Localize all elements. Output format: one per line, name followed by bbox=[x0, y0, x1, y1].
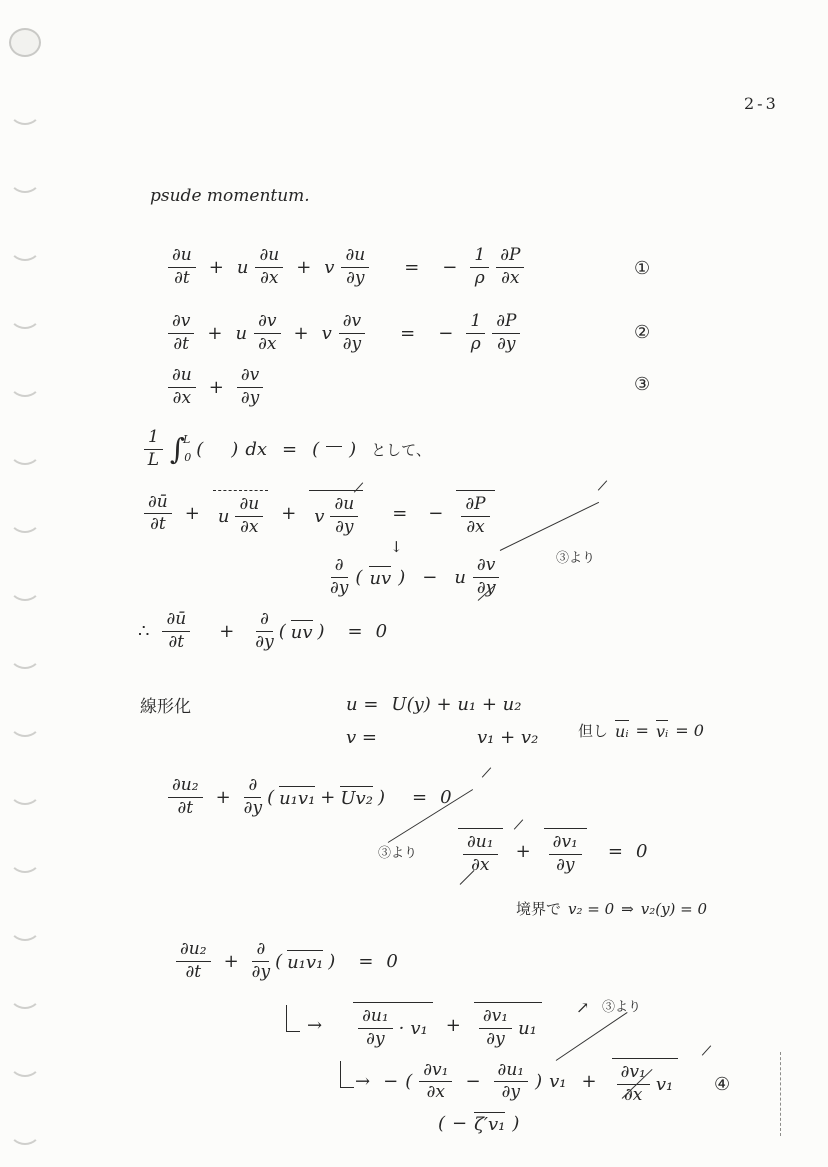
averaged-term bbox=[458, 828, 503, 875]
stray-dashed-line bbox=[780, 1052, 781, 1136]
denominator: ∂t bbox=[174, 267, 190, 288]
fraction bbox=[463, 833, 498, 875]
right-paren: ) bbox=[398, 566, 406, 588]
plus-sign: + bbox=[320, 786, 336, 808]
numerator: ∂v₁ bbox=[617, 1063, 650, 1085]
coefficient-u: u bbox=[217, 505, 230, 527]
left-paren: ( bbox=[275, 950, 283, 972]
numerator: ∂ bbox=[252, 940, 269, 962]
equals-sign: = bbox=[392, 503, 408, 525]
equals-sign: = bbox=[347, 620, 363, 642]
u-lhs: u = bbox=[346, 694, 379, 715]
fraction bbox=[168, 246, 196, 288]
term bbox=[252, 940, 336, 982]
right-paren: ) bbox=[317, 620, 325, 642]
equals-sign: = bbox=[282, 438, 298, 460]
term bbox=[244, 776, 385, 818]
minus-sign: − bbox=[438, 322, 454, 344]
overlined-vi: vᵢ bbox=[655, 722, 669, 741]
minus-sign: − bbox=[465, 1071, 481, 1093]
numerator: ∂ bbox=[256, 610, 273, 632]
zero-tick-icon bbox=[482, 767, 491, 777]
vorticity-note bbox=[438, 1112, 519, 1135]
equation-number-3: ③ bbox=[634, 374, 651, 395]
zero: 0 bbox=[635, 841, 648, 863]
coefficient-v: v bbox=[314, 505, 325, 527]
numerator: ∂P bbox=[492, 312, 520, 334]
numerator: ∂u₁ bbox=[463, 833, 498, 855]
right-paren: ) bbox=[377, 786, 385, 808]
numerator: ∂v bbox=[473, 556, 499, 578]
equals-zero: = 0 bbox=[675, 721, 704, 740]
fraction bbox=[252, 940, 270, 982]
zero: 0 bbox=[375, 620, 388, 642]
plus-sign: + bbox=[215, 786, 231, 808]
denominator: ∂x bbox=[172, 387, 192, 408]
numerator: ∂u bbox=[168, 366, 196, 388]
equation-number-1: ① bbox=[634, 258, 651, 279]
plus-sign: + bbox=[515, 841, 531, 863]
equals-sign: = bbox=[358, 950, 374, 972]
fraction bbox=[341, 246, 369, 288]
v1-factor: v₁ bbox=[655, 1073, 674, 1095]
fraction bbox=[176, 940, 211, 982]
equation-product-rule bbox=[286, 1002, 542, 1049]
zero-slash-icon bbox=[556, 1012, 628, 1061]
fraction bbox=[466, 312, 485, 354]
numerator: ∂u bbox=[168, 246, 196, 268]
numerator: ∂v₁ bbox=[419, 1061, 452, 1083]
fraction bbox=[358, 1007, 393, 1049]
up-right-arrow-icon: ↗ bbox=[576, 998, 590, 1017]
averaged-term bbox=[353, 1002, 433, 1049]
minus-sign: − bbox=[452, 1113, 468, 1134]
binding-hole bbox=[9, 1116, 41, 1145]
numerator: ∂ū bbox=[162, 610, 190, 632]
linearization-heading: 線形化 bbox=[140, 697, 191, 717]
denominator: ∂y bbox=[255, 631, 274, 652]
fraction bbox=[168, 312, 194, 354]
binding-hole bbox=[9, 436, 41, 465]
equation-1 bbox=[168, 246, 524, 288]
equals-sign: = bbox=[411, 786, 428, 808]
denominator: ∂y bbox=[346, 267, 365, 288]
fraction bbox=[461, 495, 489, 537]
left-paren: ( bbox=[278, 620, 286, 642]
condition-note bbox=[578, 720, 704, 741]
left-paren: ( bbox=[196, 438, 204, 460]
fraction bbox=[168, 366, 196, 408]
fraction bbox=[339, 312, 365, 354]
v1-factor: v₁ bbox=[410, 1017, 428, 1039]
minus-sign: − bbox=[383, 1071, 399, 1093]
denominator: ∂y bbox=[501, 1082, 521, 1103]
coefficient-v: v bbox=[321, 322, 332, 344]
overlined-uv: uv bbox=[369, 567, 392, 589]
fraction bbox=[330, 556, 348, 598]
numerator: ∂ bbox=[331, 556, 348, 578]
fraction bbox=[419, 1061, 452, 1103]
denominator: ∂t bbox=[173, 333, 190, 354]
overlined-zeta-v1: ζ′v₁ bbox=[474, 1114, 506, 1135]
binding-hole bbox=[9, 980, 41, 1009]
equals-sign: = bbox=[400, 322, 416, 344]
overlined-u1v1: u₁v₁ bbox=[287, 951, 324, 973]
right-paren: ) bbox=[231, 438, 239, 460]
numerator: ∂v bbox=[237, 366, 263, 388]
japanese-toshite: として、 bbox=[371, 440, 431, 459]
u-rhs: U(y) + u₁ + u₂ bbox=[391, 694, 522, 715]
denominator: ∂x bbox=[426, 1082, 446, 1103]
equation-u2-reduced bbox=[176, 940, 398, 982]
right-paren: ) bbox=[535, 1071, 543, 1093]
binding-hole bbox=[9, 572, 41, 601]
numerator: ∂v₁ bbox=[549, 833, 582, 855]
elbow-connector-icon bbox=[340, 1061, 354, 1088]
boundary-condition bbox=[516, 898, 707, 919]
equation-u2 bbox=[168, 776, 452, 818]
averaged-term bbox=[309, 490, 363, 537]
denominator: ∂y bbox=[240, 387, 260, 408]
denominator: ∂t bbox=[185, 961, 202, 982]
numerator: ∂u₁ bbox=[358, 1007, 393, 1029]
equation-averaged bbox=[144, 490, 495, 537]
equation-number-4: ④ bbox=[714, 1074, 731, 1095]
binding-hole bbox=[9, 368, 41, 397]
equals-sign: = bbox=[607, 841, 623, 863]
fraction bbox=[144, 493, 172, 535]
term bbox=[255, 610, 324, 652]
v2-equals-zero: v₂ = 0 bbox=[568, 899, 615, 918]
equation-2 bbox=[168, 312, 520, 354]
decomposition-v bbox=[346, 727, 538, 748]
fraction bbox=[494, 1061, 529, 1103]
binding-hole bbox=[9, 232, 41, 261]
page-title: psude momentum. bbox=[150, 186, 310, 206]
averaged-term bbox=[456, 490, 494, 537]
plus-sign: + bbox=[445, 1015, 461, 1037]
left-paren: ( bbox=[438, 1113, 446, 1134]
integral-sign: ∫ bbox=[169, 431, 185, 466]
denominator: L bbox=[147, 449, 160, 470]
denominator: ∂x bbox=[258, 333, 277, 354]
fraction bbox=[255, 610, 273, 652]
term bbox=[236, 312, 281, 354]
linearization-label bbox=[140, 692, 191, 717]
overlined-u1v1: u₁v₁ bbox=[279, 787, 316, 809]
equals-sign: = bbox=[404, 256, 420, 278]
numerator: ∂v bbox=[168, 312, 194, 334]
numerator: ∂u bbox=[341, 246, 369, 268]
denominator: ρ bbox=[474, 267, 485, 288]
coefficient-u: u bbox=[236, 256, 249, 278]
u1-factor: u₁ bbox=[518, 1017, 537, 1039]
equation-3 bbox=[168, 366, 263, 408]
numerator: ∂u₂ bbox=[176, 940, 211, 962]
overlined-uv: uv bbox=[290, 621, 313, 643]
equation-number-2: ② bbox=[634, 322, 651, 343]
denominator: ∂y bbox=[335, 516, 354, 537]
binding-hole bbox=[9, 96, 41, 125]
denominator: ∂x bbox=[260, 267, 279, 288]
numerator: ∂u bbox=[255, 246, 283, 268]
fraction bbox=[330, 495, 358, 537]
binding-hole bbox=[9, 164, 41, 193]
term bbox=[322, 312, 366, 354]
coefficient-u: u bbox=[454, 566, 466, 588]
numerator: ∂P bbox=[496, 246, 524, 268]
denominator: ∂x bbox=[624, 1084, 643, 1105]
overlined-ui: uᵢ bbox=[615, 722, 629, 741]
dx-token: dx bbox=[245, 438, 267, 460]
v2-of-y-equals-zero: v₂(y) = 0 bbox=[640, 899, 708, 918]
equals-sign: = bbox=[635, 721, 649, 740]
binding-hole bbox=[9, 640, 41, 669]
left-paren: ( bbox=[355, 566, 363, 588]
binding-hole bbox=[9, 708, 41, 737]
right-paren: ) bbox=[512, 1113, 520, 1134]
fraction bbox=[162, 610, 190, 652]
left-paren: ( bbox=[267, 786, 275, 808]
term bbox=[324, 246, 369, 288]
integral-upper-limit: L bbox=[182, 432, 191, 446]
numerator: ∂ bbox=[244, 776, 261, 798]
fraction bbox=[492, 312, 520, 354]
numerator: ∂v bbox=[254, 312, 280, 334]
equation-continuity-1 bbox=[458, 828, 647, 875]
v-lhs: v = bbox=[346, 727, 377, 748]
fraction bbox=[549, 833, 582, 875]
zero-tick-icon bbox=[598, 480, 607, 490]
elbow-connector-icon bbox=[286, 1005, 300, 1032]
numerator: 1 bbox=[144, 428, 163, 450]
fraction bbox=[168, 776, 203, 818]
averaged-term bbox=[213, 490, 268, 537]
plus-sign: + bbox=[581, 1071, 597, 1093]
denominator: ∂t bbox=[168, 631, 185, 652]
denominator: ∂y bbox=[342, 333, 362, 354]
plus-sign: + bbox=[281, 503, 297, 525]
page-number: 2-3 bbox=[744, 94, 779, 113]
left-paren: ( bbox=[312, 438, 320, 460]
numerator: ∂u bbox=[330, 495, 358, 517]
fraction bbox=[244, 776, 262, 818]
denominator: ∂y bbox=[251, 961, 271, 982]
numerator: 1 bbox=[466, 312, 485, 334]
plus-sign: + bbox=[293, 322, 309, 344]
denominator: ∂y bbox=[366, 1028, 385, 1049]
japanese-tadashi: 但し bbox=[578, 722, 609, 740]
denominator: ∂y bbox=[243, 797, 263, 818]
v1-factor: v₁ bbox=[549, 1071, 567, 1093]
numerator: ∂v bbox=[339, 312, 365, 334]
denominator: ∂y bbox=[476, 577, 496, 598]
numerator: ∂u₁ bbox=[494, 1061, 529, 1083]
denominator: ∂t bbox=[150, 514, 166, 535]
plus-sign: + bbox=[207, 322, 223, 344]
plus-sign: + bbox=[208, 376, 224, 398]
dot-operator: · bbox=[398, 1017, 405, 1039]
coefficient-u: u bbox=[235, 322, 248, 344]
right-arrow-icon: → bbox=[307, 1015, 323, 1037]
plus-sign: + bbox=[184, 503, 200, 525]
denominator: ∂y bbox=[556, 854, 575, 875]
binding-hole bbox=[9, 844, 41, 873]
zero-tick-icon bbox=[702, 1045, 711, 1055]
denominator: ∂x bbox=[471, 854, 490, 875]
right-paren: ) bbox=[349, 438, 357, 460]
denominator: ∂y bbox=[497, 333, 516, 354]
zero: 0 bbox=[440, 786, 452, 808]
left-paren: ( bbox=[405, 1071, 413, 1093]
zero-slash-icon bbox=[500, 502, 599, 551]
numerator: 1 bbox=[470, 246, 489, 268]
v-rhs: v₁ + v₂ bbox=[476, 727, 539, 748]
numerator: ∂v₁ bbox=[479, 1007, 512, 1029]
minus-sign: − bbox=[422, 566, 438, 588]
averaged-term bbox=[474, 1002, 542, 1049]
equation-result bbox=[138, 610, 387, 652]
denominator: ∂t bbox=[177, 797, 194, 818]
binding-hole bbox=[9, 776, 41, 805]
fraction bbox=[255, 246, 283, 288]
minus-sign: − bbox=[428, 503, 444, 525]
numerator: ∂P bbox=[461, 495, 489, 517]
plus-sign: + bbox=[223, 950, 239, 972]
equation-vorticity-form bbox=[340, 1058, 678, 1105]
fraction bbox=[237, 366, 263, 408]
plus-sign: + bbox=[296, 256, 312, 278]
annotation-from-eq3: ③より bbox=[378, 846, 418, 861]
denominator: ρ bbox=[470, 333, 481, 354]
averaged-term bbox=[544, 828, 587, 875]
overlined-Uv2: Uv₂ bbox=[340, 787, 373, 809]
term bbox=[237, 246, 283, 288]
denominator: ∂x bbox=[240, 516, 259, 537]
therefore-sign: ∴ bbox=[138, 620, 150, 642]
denominator: ∂x bbox=[501, 267, 520, 288]
fraction bbox=[235, 495, 263, 537]
japanese-kyoukai-de: 境界で bbox=[516, 900, 562, 918]
fraction bbox=[496, 246, 524, 288]
fraction bbox=[479, 1007, 512, 1049]
binding-hole bbox=[9, 912, 41, 941]
binding-hole bbox=[9, 28, 41, 57]
equation-expansion bbox=[330, 556, 499, 598]
right-paren: ) bbox=[328, 950, 336, 972]
plus-sign: + bbox=[208, 256, 224, 278]
coefficient-v: v bbox=[324, 256, 335, 278]
plus-sign: + bbox=[219, 620, 235, 642]
binding-hole bbox=[9, 504, 41, 533]
averaging-definition bbox=[144, 428, 431, 470]
numerator: ∂u bbox=[235, 495, 263, 517]
denominator: ∂y bbox=[486, 1028, 505, 1049]
implies-arrow-icon: ⇒ bbox=[621, 899, 634, 918]
right-arrow-icon: → bbox=[355, 1071, 371, 1093]
denominator: ∂y bbox=[330, 577, 349, 598]
decomposition-u bbox=[346, 694, 521, 715]
numerator: ∂ū bbox=[144, 493, 172, 515]
annotation-from-eq3: ③より bbox=[602, 1000, 642, 1015]
binding-hole bbox=[9, 300, 41, 329]
down-arrow-icon: ↓ bbox=[390, 538, 403, 556]
fraction bbox=[470, 246, 489, 288]
denominator: ∂x bbox=[466, 516, 485, 537]
minus-sign: − bbox=[442, 256, 458, 278]
fraction bbox=[144, 428, 163, 470]
fraction bbox=[254, 312, 280, 354]
annotation-from-eq3: ③より bbox=[556, 551, 596, 566]
integral-lower-limit: 0 bbox=[184, 450, 192, 464]
numerator: ∂u₂ bbox=[168, 776, 203, 798]
binding-hole bbox=[9, 1048, 41, 1077]
overbar-placeholder bbox=[326, 446, 342, 453]
zero: 0 bbox=[386, 950, 398, 972]
